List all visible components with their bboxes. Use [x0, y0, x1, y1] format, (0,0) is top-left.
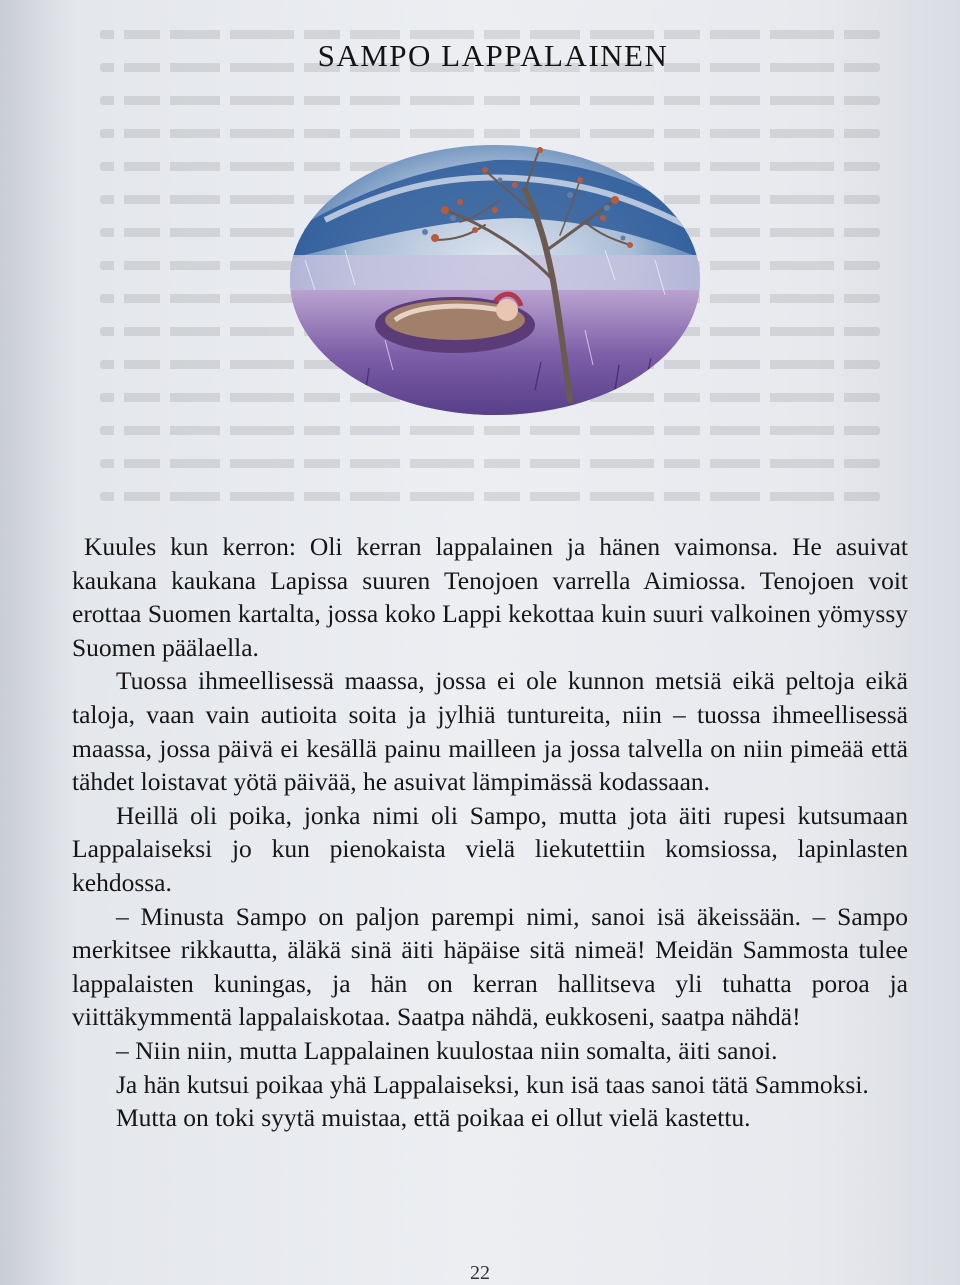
- page-number: 22: [470, 1262, 490, 1284]
- paragraph: Kuules kun kerron: Oli kerran lappalainen ja hänen vaimonsa. He asuivat kaukana kaukana Lapissa suuren Tenojoen varrella Aimiossa. Tenojoen voit erottaa Suomen kartalta, jossa koko Lappi kekottaa kuin suuri valkoinen yömyssy Suomen päälaella.: [72, 532, 908, 662]
- paragraph: – Minusta Sampo on paljon parempi nimi, sanoi isä äkeissään. – Sampo merkitsee rikkautta, äläkä sinä äiti häpäise sitä nimeä! Meidän Sammosta tulee lappalaisten kuningas, ja hän on kerran hallitseva yli tuhatta poroa ja viittäkymmentä lappalaiskotaa. Saatpa nähdä, eukkoseni, saatpa nähdä!: [72, 901, 908, 1032]
- paragraph: – Niin niin, mutta Lappalainen kuulostaa niin somalta, äiti sanoi.: [116, 1035, 778, 1065]
- paragraph: Tuossa ihmeellisessä maassa, jossa ei ole kunnon metsiä eikä peltoja eikä taloja, vaan vain autioita soita ja jylhiä tuntureita, niin – tuossa ihmeellisessä maassa, jossa päivä ei kesällä painu mailleen ja jossa talvella on niin pimeää että tähdet loistavat yötä päivää, he asuivat lämpimässä kodassaan.: [72, 666, 908, 797]
- paragraph: Ja hän kutsui poikaa yhä Lappalaiseksi, kun isä taas sanoi tätä Sammoksi.: [116, 1069, 869, 1099]
- illustration-sleeping-child-under-tree: [285, 140, 705, 420]
- paragraph: Mutta on toki syytä muistaa, että poikaa ei ollut vielä kastettu.: [116, 1103, 751, 1133]
- chapter-title: SAMPO LAPPALAINEN: [317, 38, 669, 73]
- story-text: [72, 530, 908, 1135]
- paragraph: Heillä oli poika, jonka nimi oli Sampo, mutta jota äiti rupesi kutsumaan Lappalaiseksi jo kun pienokaista vielä liekutettiin komsiossa, lapinlasten kehdossa.: [72, 800, 908, 897]
